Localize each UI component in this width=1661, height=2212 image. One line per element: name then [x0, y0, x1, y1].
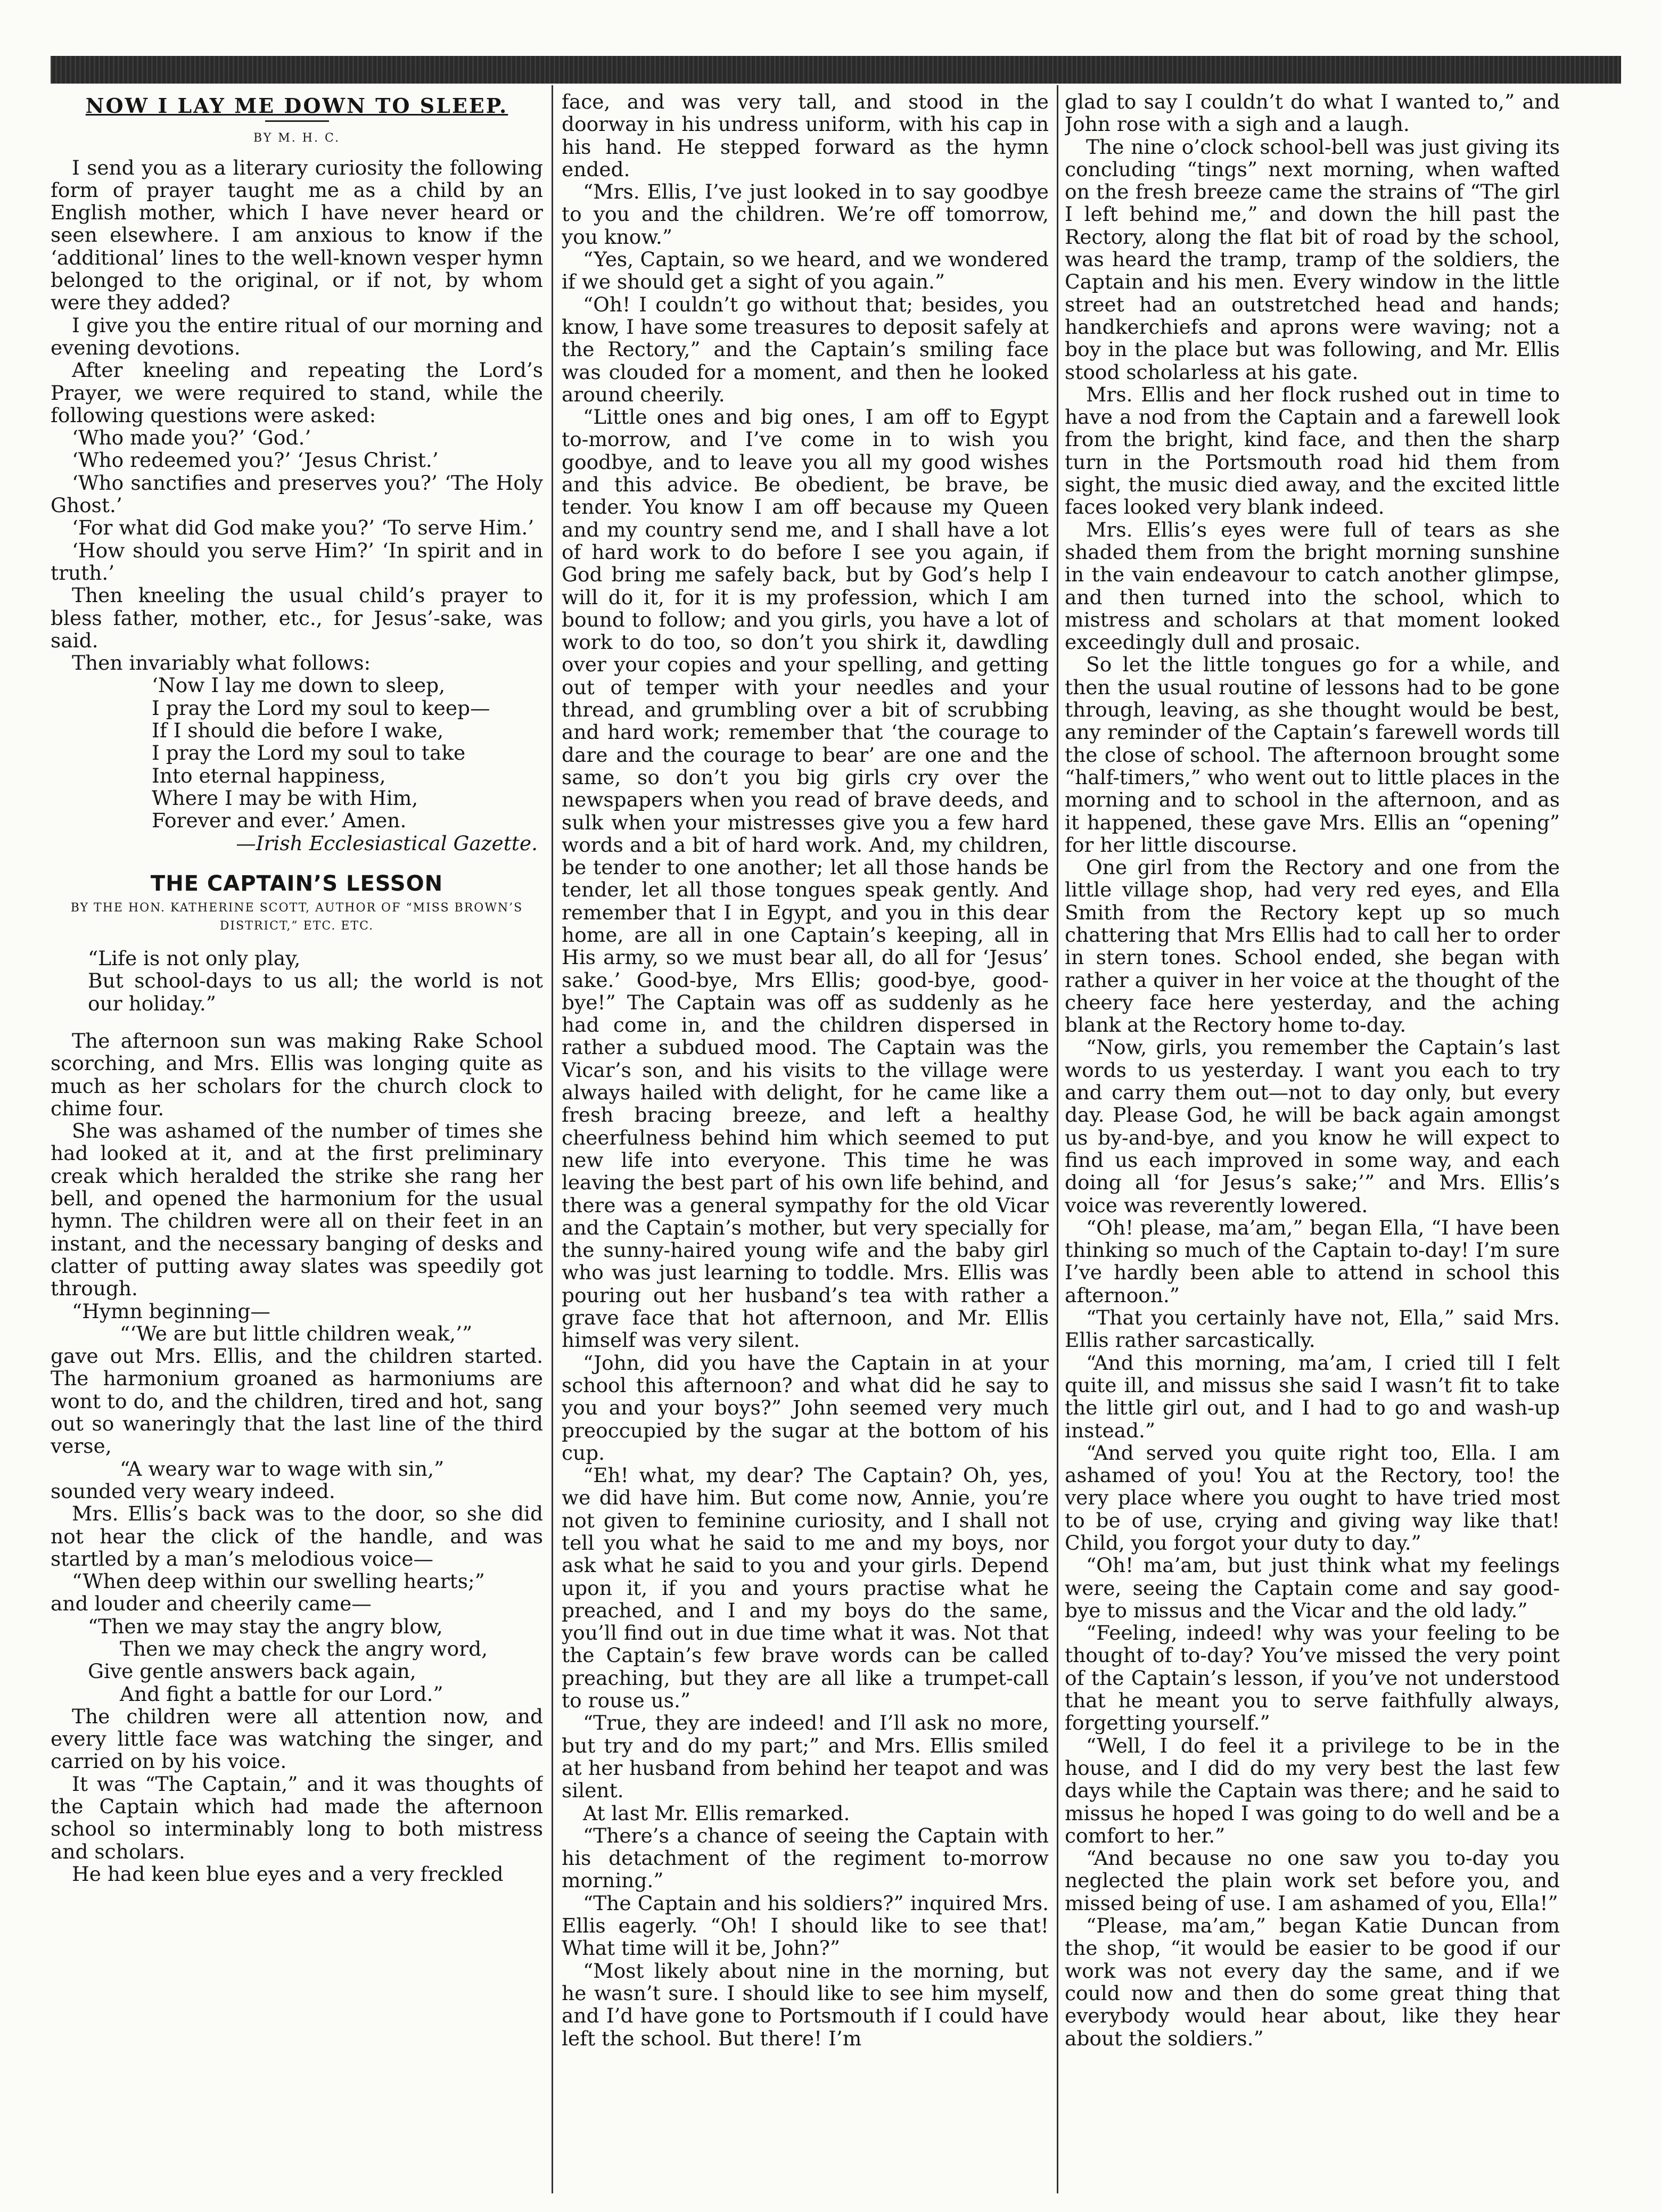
paragraph: After kneeling and repeating the Lord’s Prayer, we were required to stand, while the following questions were asked: — [51, 358, 543, 427]
paragraph: I send you as a literary curiosity the following form of prayer taught me as a child by an English mother, which I have never heard or seen elsewhere. I am anxious to know if the ‘additional’ lines to the well-known vesper hymn belonged to the original, or if not, by whom were they added? — [51, 155, 543, 315]
paragraph: Then kneeling the usual child’s prayer to bless father, mother, etc., for Jesus’-sake, was said. — [51, 583, 543, 652]
article-title-now-i-lay: NOW I LAY ME DOWN TO SLEEP. — [85, 94, 508, 118]
paragraph: Mrs. Ellis and her flock rushed out in time to have a nod from the Captain and a farewell look from the bright, kind face, and then the sharp turn in the Portsmouth road hid them from sight, the music died away, and the excited little faces looked very blank indeed. — [1065, 382, 1560, 519]
paragraph: Then invariably what follows: — [72, 651, 371, 675]
hymn-line: “A weary war to wage with sin,” — [120, 1457, 445, 1481]
paragraph: ‘Who made you?’ ‘God.’ — [72, 426, 311, 450]
top-banner-rule — [51, 56, 1621, 84]
poem-line: If I should die before I wake, — [152, 719, 444, 743]
epigraph-line: “Life is not only play, — [88, 947, 301, 971]
paragraph: “Hymn beginning— — [72, 1299, 270, 1323]
hymn-line: Give gentle answers back again, — [88, 1659, 416, 1683]
paragraph: “That you certainly have not, Ella,” said Mrs. Ellis rather sarcastically. — [1065, 1306, 1560, 1352]
paragraph: gave out Mrs. Ellis, and the children started. The harmonium groaned as harmoniums are wont to do, and the children, tired and hot, sang out so waneringly that the last line of the third verse, — [51, 1344, 543, 1458]
paragraph: “And because no one saw you to-day you neglected the plain work set before you, and missed being of use. I am ashamed of you, Ella!” — [1065, 1846, 1560, 1915]
hymn-line: “‘We are but little children weak,’” — [120, 1321, 473, 1345]
paragraph: “Oh! please, ma’am,” began Ella, “I have been thinking so much of the Captain to-day! I’m sure I’ve hardly been able to attend in school this afternoon.” — [1065, 1215, 1560, 1307]
paragraph: The nine o’clock school-bell was just giving its concluding “tings” next morning, when wafted on the fresh breeze came the strains of “The girl I left behind me,” and down the hill past the Rectory, along the flat bit of road by the school, was heard the tramp, tramp of the soldiers, the Captain and his men. Every window in the little street had an outstretched head and hands; handkerchiefs and aprons were waving; not a boy in the place but was following, and Mr. Ellis stood scholarless at his gate. — [1065, 135, 1560, 384]
paragraph: She was ashamed of the number of times she had looked at it, and at the first preliminary creak which heralded the strike she rang her bell, and opened the harmonium for the usual hymn. The children were all on their feet in an instant, and the necessary banging of desks and clatter of putting away slates was speedily got through. — [51, 1119, 543, 1301]
paragraph: “Feeling, indeed! why was your feeling to be thought of to-day? You’ve missed the very point of the Captain’s lesson, if you’ve not understood that he meant you to serve faithfully always, forgetting yourself.” — [1065, 1621, 1560, 1735]
paragraph: “Eh! what, my dear? The Captain? Oh, yes, we did have him. But come now, Annie, you’re not given to feminine curiosity, and I shall not tell you what he said to me and my boys, nor ask what he said to you and your girls. Depend upon it, if you and yours practise what he preached, and I and my boys do the same, you’ll find out in due time what it was. Not that the Captain’s few brave words can be called preaching, but they are all like a trumpet-call to rouse us.” — [562, 1463, 1049, 1713]
paragraph: “Oh! I couldn’t go without that; besides, you know, I have some treasures to deposit safely at the Rectory,” and the Captain’s smiling face was clouded for a moment, and then he looked around cheerily. — [562, 292, 1049, 406]
paragraph: face, and was very tall, and stood in the doorway in his undress uniform, with his cap in his hand. He stepped forward as the hymn ended. — [562, 91, 1049, 181]
paragraph: “Well, I do feel it a privilege to be in the house, and I did do my very best the last few days while the Captain was there; and he said to missus he hoped I was going to do well and be a comfort to her.” — [1065, 1733, 1560, 1847]
hymn-line: Then we may check the angry word, — [120, 1637, 488, 1660]
paragraph: sounded very weary indeed. — [51, 1479, 335, 1503]
paragraph: “Yes, Captain, so we heard, and we wondered if we should get a sight of you again.” — [562, 248, 1049, 294]
paragraph: ‘Who redeemed you?’ ‘Jesus Christ.’ — [72, 448, 439, 472]
poem-line: ‘Now I lay me down to sleep, — [152, 673, 446, 697]
article-byline: BY M. H. C. — [253, 131, 341, 145]
paragraph: “Please, ma’am,” began Katie Duncan from the shop, “it would be easier to be good if our work was not every day the same, and if we could now and then do some great thing that everybody would hear about, like they hear about the soldiers.” — [1065, 1914, 1560, 2050]
paragraph: “When deep within our swelling hearts;” — [72, 1569, 485, 1593]
paragraph: ‘For what did God make you?’ ‘To serve Him.’ — [72, 516, 535, 540]
paragraph: Mrs. Ellis’s eyes were full of tears as she shaded them from the bright morning sunshine in the vain endeavour to catch another glimpse, and then turned into the school, which to mistress and scholars at that moment looked exceedingly dull and prosaic. — [1065, 517, 1560, 654]
paragraph: The afternoon sun was making Rake School scorching, and Mrs. Ellis was longing quite as much as her scholars for the church clock to chime four. — [51, 1029, 543, 1120]
paragraph: ‘How should you serve Him?’ ‘In spirit and in truth.’ — [51, 538, 543, 585]
paragraph: “Oh! ma’am, but just think what my feelings were, seeing the Captain come and say good-bye to missus and the Vicar and the old lady.” — [1065, 1553, 1560, 1622]
column-3 — [1065, 91, 1560, 2177]
paragraph: The children were all attention now, and every little face was watching the singer, and carried on by his voice. — [51, 1704, 543, 1773]
column-1 — [51, 91, 543, 2177]
paragraph: “The Captain and his soldiers?” inquired Mrs. Ellis eagerly. “Oh! I should like to see that! What time will it be, John?” — [562, 1891, 1049, 1960]
poem-line: Forever and ever.’ Amen. — [152, 809, 407, 833]
attribution: —Irish Ecclesiastical Gazette. — [236, 831, 538, 855]
paragraph: “True, they are indeed! and I’ll ask no more, but try and do my part;” and Mrs. Ellis smiled at her husband from behind her teapot and was silent. — [562, 1711, 1049, 1803]
paragraph: At last Mr. Ellis remarked. — [583, 1801, 850, 1825]
epigraph-line: But school-days to us all; the world is not our holiday.” — [88, 969, 543, 1015]
column-2 — [562, 91, 1049, 2177]
article-byline: BY THE HON. KATHERINE SCOTT, AUTHOR OF “MISS BROWN’S DISTRICT,” ETC. ETC. — [70, 901, 523, 933]
paragraph: “Little ones and big ones, I am off to Egypt to-morrow, and I’ve come in to wish you goodbye, and to leave you all my good wishes and this advice. Be obedient, be brave, be tender. You know I am off because my Queen and my country send me, and I shall have a lot of hard work to do before I see you again, if God bring me safely back, but by God’s help I will do it, for it is my profession, which I am bound to follow; and you girls, you have a lot of work to do too, so don’t you shirk it, dawdling over your copies and your spelling, and getting out of temper with your needles and your thread, and grumbling over a bit of scrubbing and hard work; remember that ‘the courage to dare and the courage to bear’ are one and the same, so don’t you big girls cry over the newspapers when you read of brave deeds, and sulk when your mistresses give you a few hard words and a bit of hard work. And, my children, be tender to one another; let all those hands be tender, let all those tongues speak gently. And remember that I in Egypt, and you in this dear home, are all in one Captain’s keeping, all in His army, so we must bear all, do all for ‘Jesus’ sake.’ Good-bye, Mrs Ellis; good-bye, good-bye!” The Captain was off as suddenly as he had come in, and the children dispersed in rather a subdued mood. The Captain was the Vicar’s son, and his visits to the village were always hailed with delight, for he came like a fresh bracing breeze, and left a healthy cheerfulness behind him which seemed to put new life into everyone. This time he was leaving the best part of his own life behind, and there was a general sympathy for the old Vicar and the Captain’s mother, but very specially for the sunny-haired young wife and the baby girl who was just learning to toddle. Mrs. Ellis was pouring out her husband’s tea with rather a grave face that hot afternoon, and Mr. Ellis himself was very silent. — [562, 405, 1049, 1352]
poem-line: Into eternal happiness, — [152, 763, 386, 787]
paragraph: He had keen blue eyes and a very freckled — [72, 1862, 504, 1886]
paragraph: I give you the entire ritual of our morning and evening devotions. — [51, 313, 543, 359]
paragraph: “Now, girls, you remember the Captain’s last words to us yesterday. I want you each to try and carry them out—not to day only, but every day. Please God, he will be back again amongst us by-and-bye, and you know he will expect to find us each improved in some way, and each doing all ‘for Jesus’s sake;’” and Mrs. Ellis’s voice was reverently lowered. — [1065, 1035, 1560, 1217]
article-title-captains-lesson: THE CAPTAIN’S LESSON — [150, 871, 443, 896]
paragraph: Mrs. Ellis’s back was to the door, so she did not hear the click of the handle, and was startled by a man’s melodious voice— — [51, 1502, 543, 1570]
paragraph: “There’s a chance of seeing the Captain with his detachment of the regiment to-morrow morning.” — [562, 1823, 1049, 1893]
paragraph: “John, did you have the Captain in at your school this afternoon? and what did he say to you and your boys?” John seemed very much preoccupied by the sugar at the bottom of his cup. — [562, 1351, 1049, 1465]
poem-line: I pray the Lord my soul to take — [152, 741, 466, 765]
column-rule — [1057, 85, 1058, 2193]
hymn-line: And fight a battle for our Lord.” — [120, 1682, 443, 1706]
poem-line: Where I may be with Him, — [152, 786, 418, 810]
paragraph: glad to say I couldn’t do what I wanted to,” and John rose with a sigh and a laugh. — [1065, 91, 1560, 136]
poem-line: I pray the Lord my soul to keep— — [152, 696, 490, 720]
paragraph: “Most likely about nine in the morning, but he wasn’t sure. I should like to see him myself, and I’d have gone to Portsmouth if I could have left the school. But there! I’m — [562, 1959, 1049, 2050]
hymn-line: “Then we may stay the angry blow, — [88, 1614, 443, 1638]
paragraph: “Mrs. Ellis, I’ve just looked in to say goodbye to you and the children. We’re off tomorrow, you know.” — [562, 180, 1049, 249]
paragraph: and louder and cheerily came— — [51, 1592, 372, 1616]
paragraph: ‘Who sanctifies and preserves you?’ ‘The Holy Ghost.’ — [51, 471, 543, 517]
column-rule — [552, 85, 553, 2193]
paragraph: One girl from the Rectory and one from the little village shop, had very red eyes, and Ella Smith from the Rectory kept up so much chattering that Mrs Ellis had to call her to order in stern tones. School ended, she began with rather a quiver in her voice at the thought of the cheery face here yesterday, and the aching blank at the Rectory home to-day. — [1065, 856, 1560, 1037]
paragraph: “And served you quite right too, Ella. I am ashamed of you! You at the Rectory, too! the very place where you ought to have tried most to be of use, crying and giving way like that! Child, you forgot your duty to day.” — [1065, 1441, 1560, 1555]
paragraph: “And this morning, ma’am, I cried till I felt quite ill, and missus she said I wasn’t fit to take the little girl out, and I had to go and wash-up instead.” — [1065, 1351, 1560, 1442]
paragraph: It was “The Captain,” and it was thoughts of the Captain which had made the afternoon school so interminably long to both mistress and scholars. — [51, 1772, 543, 1863]
paragraph: So let the little tongues go for a while, and then the usual routine of lessons had to be gone through, leaving, as she thought would be best, any reminder of the Captain’s farewell words till the close of school. The afternoon brought some “half-timers,” who went out to little places in the morning and to school in the afternoon, and as it happened, these gave Mrs. Ellis an “opening” for her little discourse. — [1065, 653, 1560, 857]
title-rule — [265, 120, 329, 122]
